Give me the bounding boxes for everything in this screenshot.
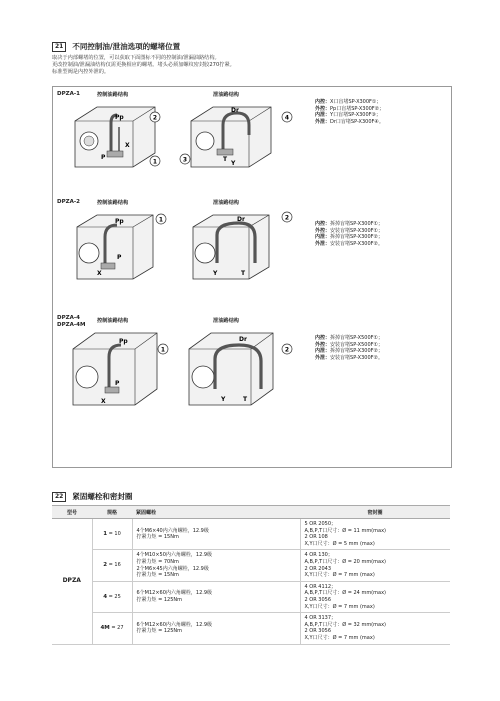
model-label: DPZA-2 [57,199,80,205]
svg-text:Dr: Dr [231,107,239,114]
intro-line: 取决于内部螺堵的位置，可以获取下面图标不同的控制油/泄漏油路结构。 [52,55,220,61]
plug-legend: 内控：拆掉盲堵SP-X300F①； 外控：安装盲堵SP-X300F①； 内泄：拆掉盲堵SP-X300F②； 外泄：安装盲堵SP-X300F②。 [315,221,383,247]
section-title: 紧固螺栓和密封圈 [72,492,133,501]
svg-text:Y: Y [231,160,236,167]
section-number: 21 [52,42,66,52]
section-21-intro [52,55,235,76]
svg-text:T: T [223,156,228,163]
svg-text:1: 1 [152,158,158,166]
svg-text:Dr: Dr [237,216,245,223]
table-row [52,581,450,612]
model-label: DPZA-4 DPZA-4M [57,315,86,328]
table-row [52,550,450,581]
control-column-title: 控制油路结构 [97,318,129,324]
plug-callouts [145,105,169,175]
control-column-title: 控制油路结构 [97,200,129,206]
bolt-cell: 4个M10×50内六角螺栓，12.9级 拧紧力矩 = 70Nm 2个M6×45内六角螺栓，12.9级 拧紧力矩 = 15Nm [132,550,300,581]
section-title: 不同控制油/泄油选项的螺堵位置 [72,42,181,51]
svg-text:Pp: Pp [115,114,124,121]
bolt-cell: 6个M12×60内六角螺栓，12.9级 拧紧力矩 = 125Nm [132,581,300,612]
spec-cell: 2 = 16 [92,550,132,581]
svg-text:1: 1 [158,216,164,224]
table-row [52,519,450,550]
svg-text:1: 1 [160,346,166,354]
plug-callouts [177,151,193,167]
svg-text:T: T [241,270,246,277]
bolt-cell: 4个M6×40内六角螺栓，12.9级 拧紧力矩 = 15Nm [132,519,300,550]
table-header-row [52,506,450,519]
type-cell: DPZA [52,519,92,645]
svg-text:X: X [125,142,130,149]
column-header: 型号 [52,506,92,519]
control-circuit-drawing [67,209,167,285]
svg-text:X: X [97,270,102,277]
plug-legend: 内控：拆掉盲堵SP-X500F①； 外控：安装盲堵SP-X500F①； 内泄：拆掉盲堵SP-X300F②； 外泄：安装盲堵SP-X300F②。 [315,335,383,361]
svg-text:2: 2 [284,214,290,222]
drain-column-title: 泄油路结构 [213,200,239,206]
drain-circuit-drawing [183,101,283,177]
plug-position-diagram-panel [52,86,452,468]
spec-cell: 4M = 27 [92,613,132,644]
column-header: 密封圈 [300,506,450,519]
svg-text:Y: Y [213,270,218,277]
bolts-seals-table [52,505,450,645]
svg-text:Y: Y [221,396,226,403]
plug-callouts [279,209,295,225]
svg-text:4: 4 [284,114,290,122]
svg-text:2: 2 [152,114,158,122]
svg-text:Pp: Pp [119,338,128,345]
seal-cell: 4 OR 4112； A,B,P,T口尺寸：Ø = 24 mm(max) 2 OR 3056 X,Y口尺寸：Ø = 7 mm (max) [300,581,450,612]
drain-column-title: 泄油路结构 [213,92,239,98]
section-21-header [52,41,180,52]
plug-callouts [155,341,171,357]
control-column-title: 控制油路结构 [97,92,129,98]
spec-cell: 4 = 25 [92,581,132,612]
table-row [52,613,450,644]
plug-legend: 内控：X口盲堵SP-X300F①； 外控：Pp口盲堵SP-X300F②； 内泄：Y口盲堵SP-X300F③； 外泄：Dr口盲堵SP-X300F④。 [315,99,385,125]
seal-cell: 5 OR 2050； A,B,P,T口尺寸：Ø = 11 mm(max) 2 OR 108 X,Y口尺寸：Ø = 5 mm (max) [300,519,450,550]
drain-circuit-drawing [183,209,283,285]
seal-cell: 4 OR 3137； A,B,P,T口尺寸：Ø = 32 mm(max) 2 OR 3056 X,Y口尺寸：Ø = 7 mm (max) [300,613,450,644]
drain-column-title: 泄油路结构 [213,318,239,324]
section-22-header [52,491,132,502]
column-header: 规格 [92,506,132,519]
section-number: 22 [52,492,66,502]
svg-text:T: T [243,396,248,403]
spec-cell: 1 = 10 [92,519,132,550]
svg-text:2: 2 [284,346,290,354]
model-label: DPZA-1 [57,91,80,97]
seal-cell: 4 OR 130； A,B,P,T口尺寸：Ø = 20 mm(max) 2 OR 2043 X,Y口尺寸：Ø = 7 mm (max) [300,550,450,581]
svg-text:P: P [101,154,106,161]
drain-circuit-drawing [181,327,290,411]
plug-callouts [153,211,169,227]
plug-callouts [279,105,299,135]
svg-text:Dr: Dr [239,336,247,343]
control-circuit-drawing [65,327,171,411]
svg-text:X: X [101,398,106,405]
column-header: 紧固螺栓 [132,506,300,519]
intro-line: 标准型阀是内控外泄的。 [52,69,110,75]
svg-text:P: P [115,380,120,387]
plug-callouts [279,341,295,357]
svg-text:P: P [117,254,122,261]
bolt-cell: 6个M12×60内六角螺栓，12.9级 拧紧力矩 = 125Nm [132,613,300,644]
svg-text:3: 3 [182,156,188,164]
svg-text:Pp: Pp [115,218,124,225]
intro-line: 更改控制油/泄漏油结构仅需更换相应的螺堵。堵头必须加螺纹密封胶270拧紧。 [52,62,235,68]
